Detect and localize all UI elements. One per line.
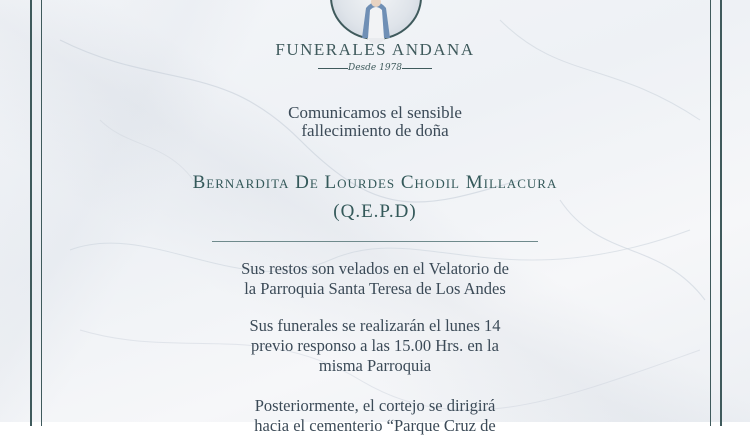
brand-name: FUNERALES ANDANA (275, 40, 475, 59)
intro-line: fallecimiento de doña (301, 121, 449, 140)
virgin-statue-icon (330, 0, 422, 40)
paragraph-line: Posteriormente, el cortejo se dirigirá (254, 396, 496, 415)
paragraph-line: misma Parroquia (318, 356, 432, 375)
deceased-name: Bernardita De Lourdes Chodil Millacura (192, 172, 558, 193)
paragraph-line: la Parroquia Santa Teresa de Los Andes (244, 279, 506, 298)
qepd-label: (Q.E.P.D) (333, 201, 417, 222)
paragraph-line: Sus funerales se realizarán el lunes 14 (249, 316, 501, 335)
funeral-paragraph (0, 316, 750, 376)
since-rule-right (402, 68, 432, 69)
wake-paragraph (0, 259, 750, 299)
paragraph-line: hacia el cementerio “Parque Cruz de (254, 416, 496, 435)
brand-since: Desde 1978 (347, 63, 402, 73)
intro-text (0, 104, 750, 140)
procession-paragraph (0, 396, 750, 436)
intro-line: Comunicamos el sensible (288, 103, 462, 122)
paragraph-line: Sus restos son velados en el Velatorio de (241, 259, 509, 278)
divider (212, 241, 538, 242)
paragraph-line: previo responso a las 15.00 Hrs. en la (251, 336, 499, 355)
